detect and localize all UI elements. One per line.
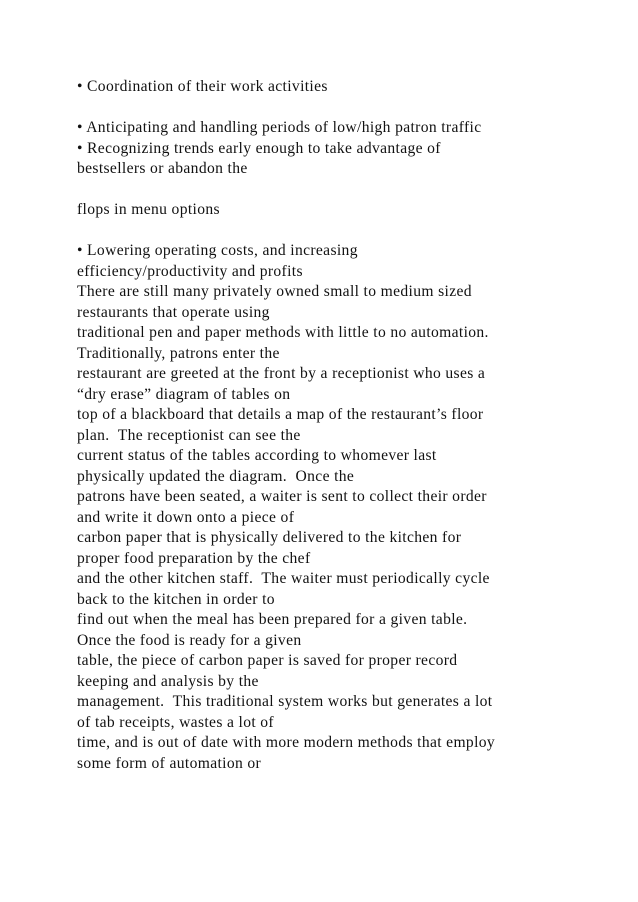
text-line: bestsellers or abandon the [77,160,248,177]
text-line: physically updated the diagram. Once the [77,467,355,485]
text-line: traditional pen and paper methods with little to no automation. [77,324,489,341]
text-line: management. This traditional system works but generates a lot [77,693,493,710]
text-line: restaurant are greeted at the front by a receptionist who uses a [77,365,486,382]
text-line: current status of the tables according to whomever last [77,447,437,464]
text-line: • Anticipating and handling periods of low/high patron traffic [77,119,482,136]
text-line: • Coordination of their work activities [77,78,328,95]
text-line: plan. The receptionist can see the [77,426,301,444]
text-line: carbon paper that is physically delivered to the kitchen for [77,529,462,546]
text-line: There are still many privately owned small to medium sized [77,283,472,300]
text-line: “dry erase” diagram of tables on [77,385,291,403]
document-body [77,77,622,774]
text-line: flops in menu options [77,201,220,218]
text-line: • Lowering operating costs, and increasing [77,242,358,259]
text-line: of tab receipts, wastes a lot of [77,713,274,731]
text-line: patrons have been seated, a waiter is sent to collect their order [77,488,487,505]
text-line: keeping and analysis by the [77,672,259,690]
text-line: top of a blackboard that details a map of the restaurant’s floor [77,406,484,423]
text-line: time, and is out of date with more modern methods that employ [77,734,496,751]
text-line: find out when the meal has been prepared for a given table. [77,611,468,628]
text-line: proper food preparation by the chef [77,549,311,567]
text-line: back to the kitchen in order to [77,590,275,608]
text-line: efficiency/productivity and profits [77,262,303,280]
text-line: table, the piece of carbon paper is saved for proper record [77,652,458,669]
text-line: restaurants that operate using [77,303,270,321]
text-line: Once the food is ready for a given [77,631,302,649]
text-line: and write it down onto a piece of [77,508,295,526]
text-line: some form of automation or [77,754,262,772]
blank-line [77,221,622,242]
text-line: and the other kitchen staff. The waiter must periodically cycle [77,570,490,587]
blank-line [77,180,622,201]
blank-line [77,98,622,119]
text-line: • Recognizing trends early enough to take advantage of [77,139,441,157]
text-line: Traditionally, patrons enter the [77,344,280,362]
